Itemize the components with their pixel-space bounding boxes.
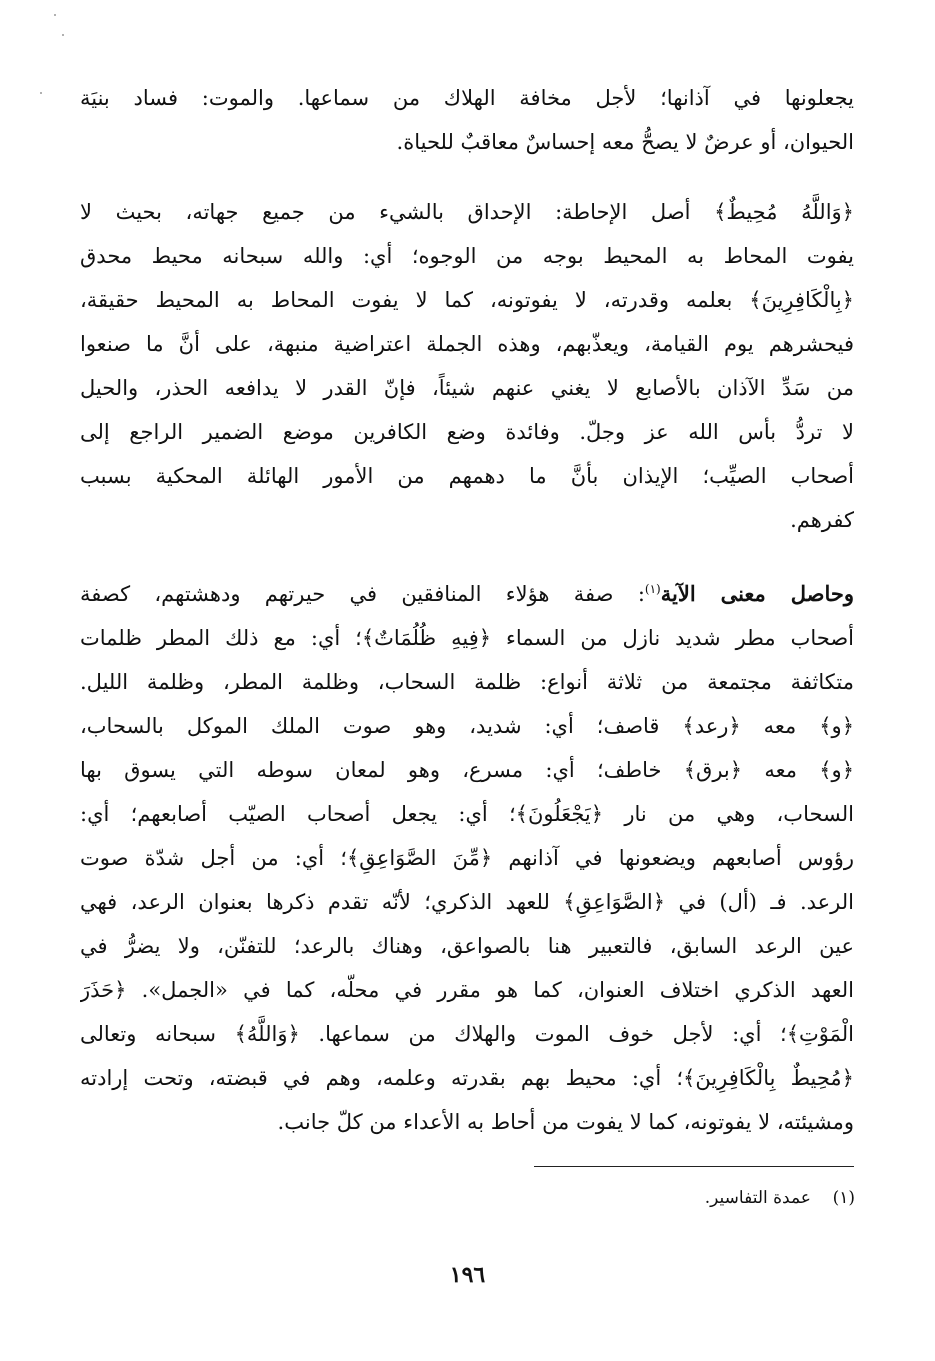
text-line: أصحاب الصيِّب؛ الإيذان بأنَّ ما دهمهم من الأمور الهائلة المحكية بسبب	[80, 464, 854, 488]
footnote	[705, 1184, 855, 1212]
scan-speck	[62, 34, 64, 36]
paragraph-1	[80, 76, 854, 164]
footnote-marker: (١)	[832, 1188, 855, 1208]
text-line: فيحشرهم يوم القيامة، ويعذّبهم، وهذه الجملة اعتراضية منبهة، على أنَّ ما صنعوا	[80, 332, 854, 356]
text-line: الرعد. فـ (أل) في ﴿الصَّوَاعِقِ﴾ للعهد الذكري؛ لأنّه تقدم ذكرها بعنوان الرعد، فهي	[80, 890, 854, 914]
text-line: ﴿وَاللَّهُ مُحِيطٌ﴾ أصل الإحاطة: الإحداق بالشيء من جميع جهاته، بحيث لا	[80, 200, 854, 224]
text-line: متكاثفة مجتمعة من ثلاثة أنواع: ظلمة السحاب، وظلمة المطر، وظلمة الليل.	[80, 670, 854, 694]
paragraph-3	[80, 572, 854, 1144]
text-line: أصحاب مطر شديد نازل من السماء ﴿فِيهِ ظُلُمَاتٌ﴾؛ أي: مع ذلك المطر ظلمات	[80, 626, 854, 650]
text-line	[80, 572, 854, 616]
text-line: كفرهم.	[790, 508, 854, 532]
text-line: من سَدِّ الآذان بالأصابع لا يغني عنهم شيئاً، فإنّ القدر لا يدافعه الحذر، والحيل	[80, 376, 854, 400]
text-line: ﴿مُحِيطٌ بِالْكَافِرِينَ﴾؛ أي: محيط بهم بقدرته وعلمه، وهم في قبضته، وتحت إرادته	[80, 1066, 854, 1090]
paragraph-2	[80, 190, 854, 542]
footnote-text: عمدة التفاسير.	[704, 1188, 811, 1208]
text-line: لا تردُّ بأس الله عز وجلّ. وفائدة وضع الكافرين موضع الضمير الراجع إلى	[80, 420, 854, 444]
text-line: ﴿بِالْكَافِرِينَ﴾ بعلمه وقدرته، لا يفوتونه، كما لا يفوت المحاط به المحيط حقيقة،	[80, 288, 854, 312]
text-line: ﴿و﴾ معه ﴿رعد﴾ قاصف؛ أي: شديد، وهو صوت الملك الموكل بالسحاب،	[80, 714, 854, 738]
text-line: ﴿و﴾ معه ﴿برق﴾ خاطف؛ أي: مسرع، وهو لمعان سوطه التي يسوق بها	[80, 758, 854, 782]
text-line: ومشيئته، لا يفوتونه، كما لا يفوت من أحاط به الأعداء من كلّ جانب.	[277, 1110, 854, 1134]
text-line: يجعلونها في آذانها؛ لأجل مخافة الهلاك من سماعها. والموت: فساد بنيَة	[80, 86, 854, 110]
text-line: العهد الذكري اختلاف العنوان، كما هو مقرر في محلّه، كما في «الجمل». ﴿حَذَرَ	[80, 978, 854, 1002]
text-line: عين الرعد السابق، فالتعبير هنا بالصواعق، وهناك بالرعد؛ للتفنّن، ولا يضرُّ في	[80, 934, 854, 958]
paragraph-lead: وحاصل معنى الآية	[660, 581, 854, 606]
scan-speck	[54, 14, 56, 16]
text-line: رؤوس أصابعهم ويضعونها في آذانهم ﴿مِّنَ الصَّوَاعِقِ﴾؛ أي: من أجل شدّة صوت	[80, 846, 854, 870]
text-line: الْمَوْتِ﴾؛ أي: لأجل خوف الموت والهلاك من سماعها. ﴿وَاللَّهُ﴾ سبحانه وتعالى	[80, 1022, 854, 1046]
footnote-divider	[534, 1166, 854, 1167]
text-line: السحاب، وهي من نار ﴿يَجْعَلُونَ﴾؛ أي: يجعل أصحاب الصيّب أصابعهم؛ أي:	[80, 802, 854, 826]
text-line: الحيوان، أو عرضٌ لا يصحُّ معه إحساسٌ معاقبٌ للحياة.	[396, 130, 854, 154]
footnote-reference: (١)	[644, 582, 661, 596]
text-line: يفوت المحاط به المحيط بوجه من الوجوه؛ أي: والله سبحانه محيط محدق	[80, 244, 854, 268]
scan-speck	[40, 92, 42, 94]
page-number: ١٩٦	[449, 1262, 486, 1288]
text-run: : صفة هؤلاء المنافقين في حيرتهم ودهشتهم، كصفة	[80, 582, 645, 606]
